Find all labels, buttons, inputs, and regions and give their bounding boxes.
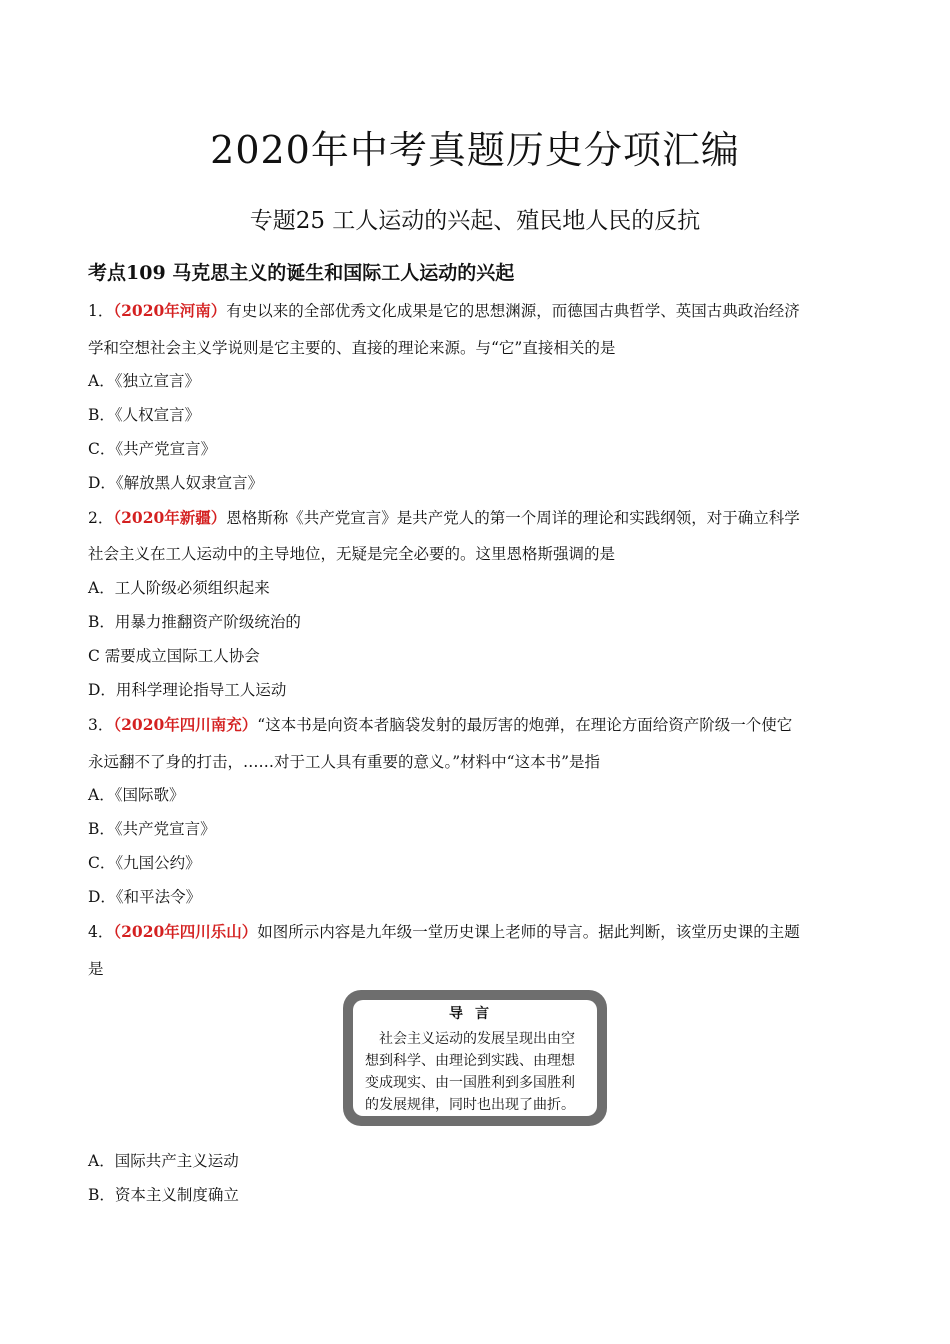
option: C．《九国公约》 bbox=[88, 854, 201, 872]
intro-figure-line: 社会主义运动的发展呈现出由空 bbox=[379, 1031, 575, 1047]
question-source: （2020年河南） bbox=[113, 301, 227, 320]
option: A．国际共产主义运动 bbox=[88, 1152, 239, 1170]
option: D．《和平法令》 bbox=[88, 888, 202, 906]
question-2-stem-cont: 社会主义在工人运动中的主导地位，无疑是完全必要的。这里恩格斯强调的是 bbox=[88, 545, 616, 563]
option: B．用暴力推翻资产阶级统治的 bbox=[88, 613, 301, 631]
question-source: （2020年四川乐山） bbox=[113, 922, 258, 941]
option: D．用科学理论指导工人运动 bbox=[88, 681, 287, 699]
question-text: “这本书是向资本者脑袋发射的最厉害的炮弹，在理论方面给资产阶级一个使它 bbox=[257, 716, 793, 734]
question-number: 4． bbox=[88, 923, 114, 941]
option: B．《共产党宣言》 bbox=[88, 820, 216, 838]
question-number: 1． bbox=[88, 302, 114, 320]
section-heading: 考点109 马克思主义的诞生和国际工人运动的兴起 bbox=[88, 262, 515, 284]
question-2-stem bbox=[88, 506, 858, 530]
question-4-stem-cont: 是 bbox=[88, 960, 104, 978]
option: B．资本主义制度确立 bbox=[88, 1186, 239, 1204]
page-title: 2020年中考真题历史分项汇编 bbox=[210, 128, 740, 172]
question-1-stem bbox=[88, 299, 858, 323]
option: C 需要成立国际工人协会 bbox=[88, 647, 260, 665]
question-number: 3． bbox=[88, 716, 114, 734]
option: A．《独立宣言》 bbox=[88, 372, 200, 390]
question-source: （2020年四川南充） bbox=[113, 715, 258, 734]
question-text: 恩格斯称《共产党宣言》是共产党人的第一个周详的理论和实践纲领，对于确立科学 bbox=[226, 509, 800, 527]
intro-figure-line: 的发展规律，同时也出现了曲折。 bbox=[365, 1097, 575, 1113]
intro-figure-panel bbox=[353, 1000, 597, 1116]
question-text: 如图所示内容是九年级一堂历史课上老师的导言。据此判断，该堂历史课的主题 bbox=[257, 923, 800, 941]
question-3-stem-cont: 永远翻不了身的打击，……对于工人具有重要的意义。”材料中“这本书”是指 bbox=[88, 753, 601, 771]
intro-figure-text bbox=[365, 1028, 587, 1116]
option: A．《国际歌》 bbox=[88, 786, 185, 804]
option: A．工人阶级必须组织起来 bbox=[88, 579, 270, 597]
question-4-stem bbox=[88, 920, 858, 944]
option: B．《人权宣言》 bbox=[88, 406, 201, 424]
question-source: （2020年新疆） bbox=[113, 508, 227, 527]
intro-figure-line: 想到科学、由理论到实践、由理想 bbox=[365, 1053, 575, 1069]
option: C．《共产党宣言》 bbox=[88, 440, 217, 458]
question-number: 2． bbox=[88, 509, 114, 527]
question-text: 有史以来的全部优秀文化成果是它的思想渊源，而德国古典哲学、英国古典政治经济 bbox=[226, 302, 800, 320]
intro-figure-line: 变成现实、由一国胜利到多国胜利 bbox=[365, 1075, 575, 1091]
question-1-stem-cont: 学和空想社会主义学说则是它主要的、直接的理论来源。与“它”直接相关的是 bbox=[88, 339, 616, 357]
intro-figure-title: 导言 bbox=[449, 1006, 501, 1022]
option: D．《解放黑人奴隶宣言》 bbox=[88, 474, 264, 492]
page-subtitle: 专题25 工人运动的兴起、殖民地人民的反抗 bbox=[249, 208, 701, 234]
question-3-stem bbox=[88, 713, 858, 737]
intro-figure bbox=[343, 990, 607, 1126]
